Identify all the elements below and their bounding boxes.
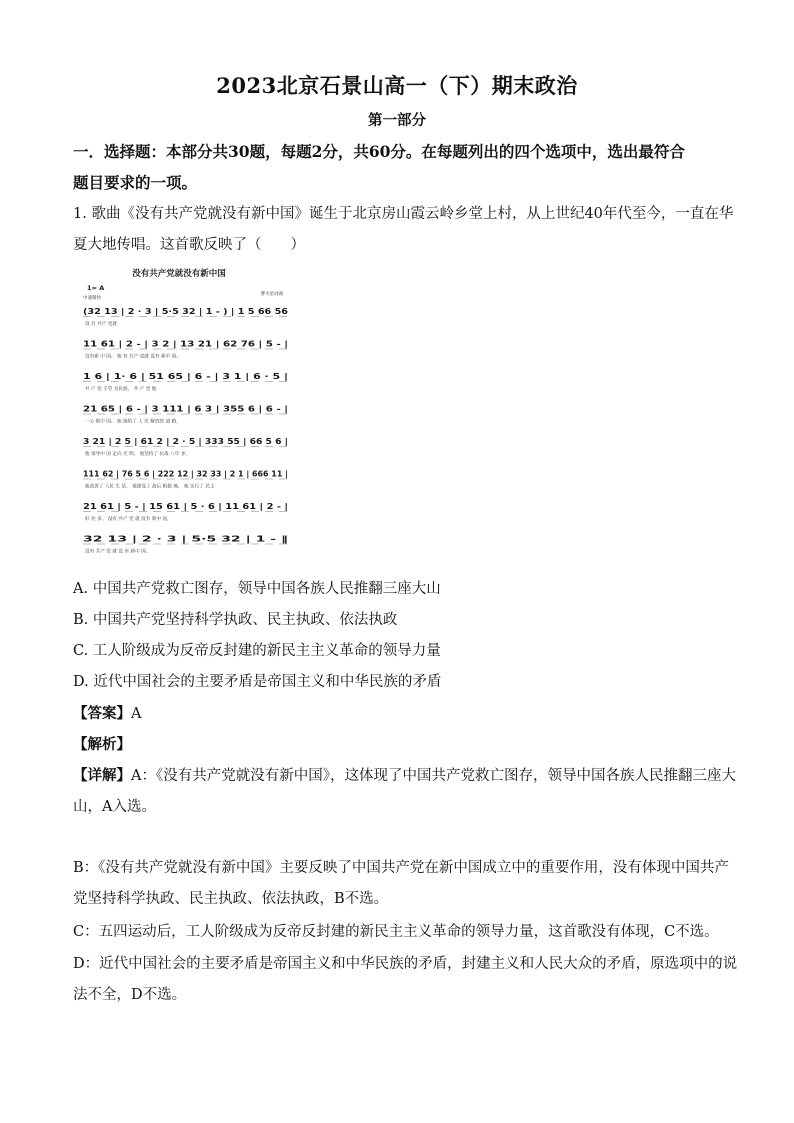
score-rows	[83, 306, 288, 555]
score-lyrics-row: 他 领导中 国 走向 光 明。 他坚持了 抗战 八年 多，	[85, 452, 191, 457]
score-notes-row: 21 65 | 6 - | 3 111 | 6 3 | 355 6 | 6 - |	[83, 403, 288, 414]
score-lyrics-row: 没有新 中 国。 他 有 共产 党就 没有 新中 国。	[85, 354, 181, 360]
score-lyrics-row: 一心 救中 国。 他 指给了 人 民 解放的 道 路，	[85, 419, 181, 425]
answer-value: A	[131, 706, 142, 722]
score-lyrics-row: 共 产 党 辛劳 为民族， 共 产 党 他	[85, 387, 157, 392]
answer-line	[73, 702, 733, 723]
instruction-line-2: 题目要求的一项。	[73, 173, 198, 192]
detail-c-line-1: C：五四运动后，工人阶级成为反帝反封建的新民主主义革命的领导力量，这首歌没有体现，C不选。	[73, 924, 719, 940]
score-tempo: 中速稍快	[83, 296, 101, 301]
option-a: A. 中国共产党救亡图存，领导中国各族人民推翻三座大山	[73, 581, 441, 597]
score-notes-row: 111 62 | 76 5 6 | 222 12 | 32 33 | 2 1 | 666 11 |	[83, 468, 288, 479]
section-heading: 第一部分	[368, 112, 426, 129]
score-author: 曹火星词曲	[260, 292, 283, 297]
option-c: C. 工人阶级成为反帝反封建的新民主主义革命的领导力量	[73, 643, 441, 659]
option-b: B. 中国共产党坚持科学执政、民主执政、依法执政	[73, 612, 398, 628]
option-d: D. 近代中国社会的主要矛盾是帝国主义和中华民族的矛盾	[73, 674, 442, 690]
score-notes-row: 32 13 | 2 · 3 | 5·5 32 | 1 - ‖	[83, 533, 288, 544]
score-key: 1= A	[87, 284, 105, 292]
score-notes-row: 1 6 | 1· 6 | 51 65 | 6 - | 3 1 | 6 · 5 |	[83, 371, 288, 381]
detail-a-text: A：《没有共产党就没有新中国》，这体现了中国共产党救亡图存，领导中国各族人民推翻三座大	[131, 768, 736, 784]
score-lyrics-row: 没 有 共产 党就	[85, 322, 117, 327]
detail-a-line-2: 山，A入选。	[73, 799, 156, 815]
detail-a-line-1	[73, 764, 736, 785]
detail-b-line-1: B：《没有共产党就没有新中国》主要反映了中国共产党在新中国成立中的重要作用，没有体现中国共产	[73, 860, 729, 876]
question-stem-line-1: 1. 歌曲《没有共产党就没有新中国》诞生于北京房山霞云岭乡堂上村，从上世纪40年代至今，一直在华	[73, 206, 734, 222]
score-notes-row: (32 13 | 2 · 3 | 5·5 32 | 1 - ) | 1 5 66 56	[83, 306, 289, 316]
instruction-line-1: 一．选择题：本部分共30题，每题2分，共60分。在每题列出的四个选项中，选出最符合	[73, 142, 685, 161]
score-lyrics-row: 没有 共产 党 就 没 有 新中 国。	[85, 549, 151, 555]
song-score-image	[73, 264, 305, 564]
score-title: 没有共产党就没有新中国	[132, 269, 226, 279]
score-notes-row: 3 21 | 2 5 | 61 2 | 2 · 5 | 333 55 | 66 5 6 |	[83, 436, 288, 446]
answer-label: 【答案】	[73, 705, 131, 722]
score-lyrics-row: 好 处 多。 没有 共产 党 就 没有 新中 国，	[85, 517, 172, 522]
analysis-label: 【解析】	[73, 736, 131, 753]
detail-b-line-2: 党坚持科学执政、民主执政、依法执政，B不选。	[73, 891, 389, 907]
score-notes-row: 21 61 | 5 - | 15 61 | 5 · 6 | 11 61 | 2 - |	[83, 501, 288, 511]
page-title: 2023北京石景山高一（下）期末政治	[216, 73, 578, 98]
detail-d-line-1: D：近代中国社会的主要矛盾是帝国主义和中华民族的矛盾，封建主义和人民大众的矛盾，原选项中的说	[73, 956, 738, 972]
question-stem-line-2: 夏大地传唱。这首歌反映了（ ）	[73, 237, 305, 253]
detail-d-line-2: 法不全，D不选。	[73, 987, 187, 1003]
detail-label: 【详解】	[73, 767, 131, 784]
score-notes-row: 11 61 | 2 - | 3 2 | 13 21 | 62 76 | 5 - |	[83, 338, 288, 349]
score-lyrics-row: 他改善了 人民 生 活， 他建设了 敌后 根据 地， 他 实行了 民主	[85, 484, 215, 490]
